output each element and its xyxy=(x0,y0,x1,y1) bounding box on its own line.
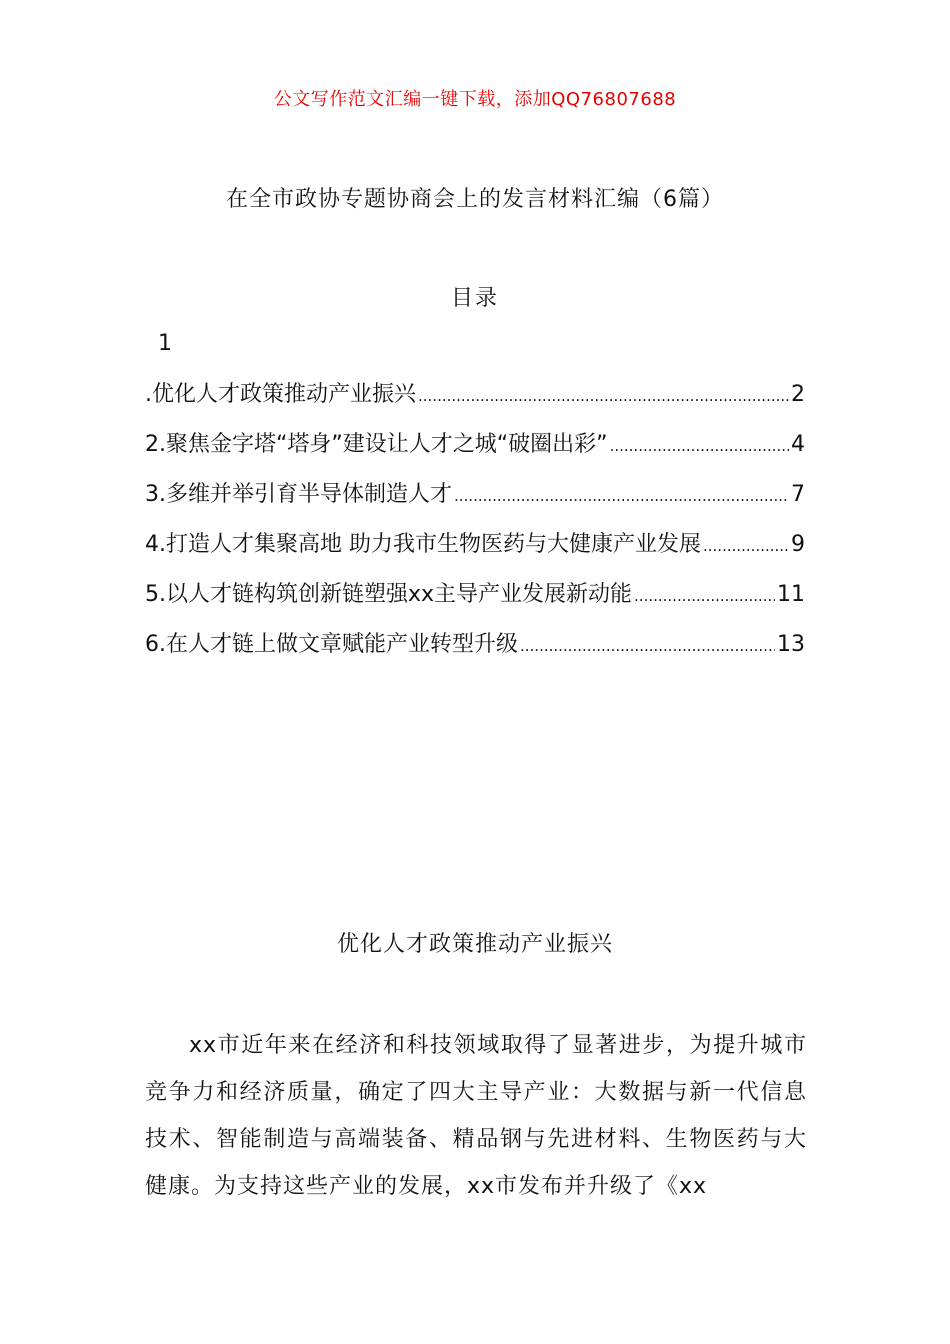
toc-dot-leader xyxy=(520,632,775,657)
toc-dot-leader xyxy=(454,482,789,507)
toc-dot-leader xyxy=(703,532,789,557)
toc-entry[interactable] xyxy=(145,577,805,627)
promo-banner: 公文写作范文汇编一键下载，添加QQ76807688 xyxy=(273,89,677,110)
toc-heading: 目录 xyxy=(450,286,499,311)
toc-leading-number: 1 xyxy=(158,331,172,356)
toc-entry-text: 2.聚焦金字塔“塔身”建设让人才之城“破圈出彩” xyxy=(145,432,608,457)
toc-page-number: 9 xyxy=(791,532,805,557)
toc-entry[interactable] xyxy=(145,477,805,527)
table-of-contents xyxy=(145,377,805,677)
body-paragraph: xx市近年来在经济和科技领域取得了显著进步，为提升城市竞争力和经济质量，确定了四大主导产业：大数据与新一代信息技术、智能制造与高端装备、精品钢与先进材料、生物医药与大健康。为支持这些产业的发展，xx市发布并升级了《xx xyxy=(145,1033,807,1199)
toc-dot-leader xyxy=(610,432,789,457)
toc-dot-leader xyxy=(418,382,789,407)
toc-entry-text: 4.打造人才集聚高地 助力我市生物医药与大健康产业发展 xyxy=(145,532,701,557)
toc-entry-text: 6.在人才链上做文章赋能产业转型升级 xyxy=(145,632,518,657)
toc-entry[interactable] xyxy=(145,527,805,577)
document-title: 在全市政协专题协商会上的发言材料汇编（6篇） xyxy=(226,187,724,212)
toc-page-number: 13 xyxy=(777,632,805,657)
toc-entry[interactable] xyxy=(145,377,805,427)
section-title: 优化人才政策推动产业振兴 xyxy=(336,932,613,957)
toc-page-number: 7 xyxy=(791,482,805,507)
toc-page-number: 2 xyxy=(791,382,805,407)
toc-page-number: 11 xyxy=(777,582,805,607)
toc-entry[interactable] xyxy=(145,627,805,677)
toc-dot-leader xyxy=(634,582,775,607)
toc-entry-text: 3.多维并举引育半导体制造人才 xyxy=(145,482,452,507)
toc-entry-text: 5.以人才链构筑创新链塑强xx主导产业发展新动能 xyxy=(145,582,633,607)
toc-entry-text: .优化人才政策推动产业振兴 xyxy=(145,382,416,407)
toc-entry[interactable] xyxy=(145,427,805,477)
toc-page-number: 4 xyxy=(791,432,805,457)
